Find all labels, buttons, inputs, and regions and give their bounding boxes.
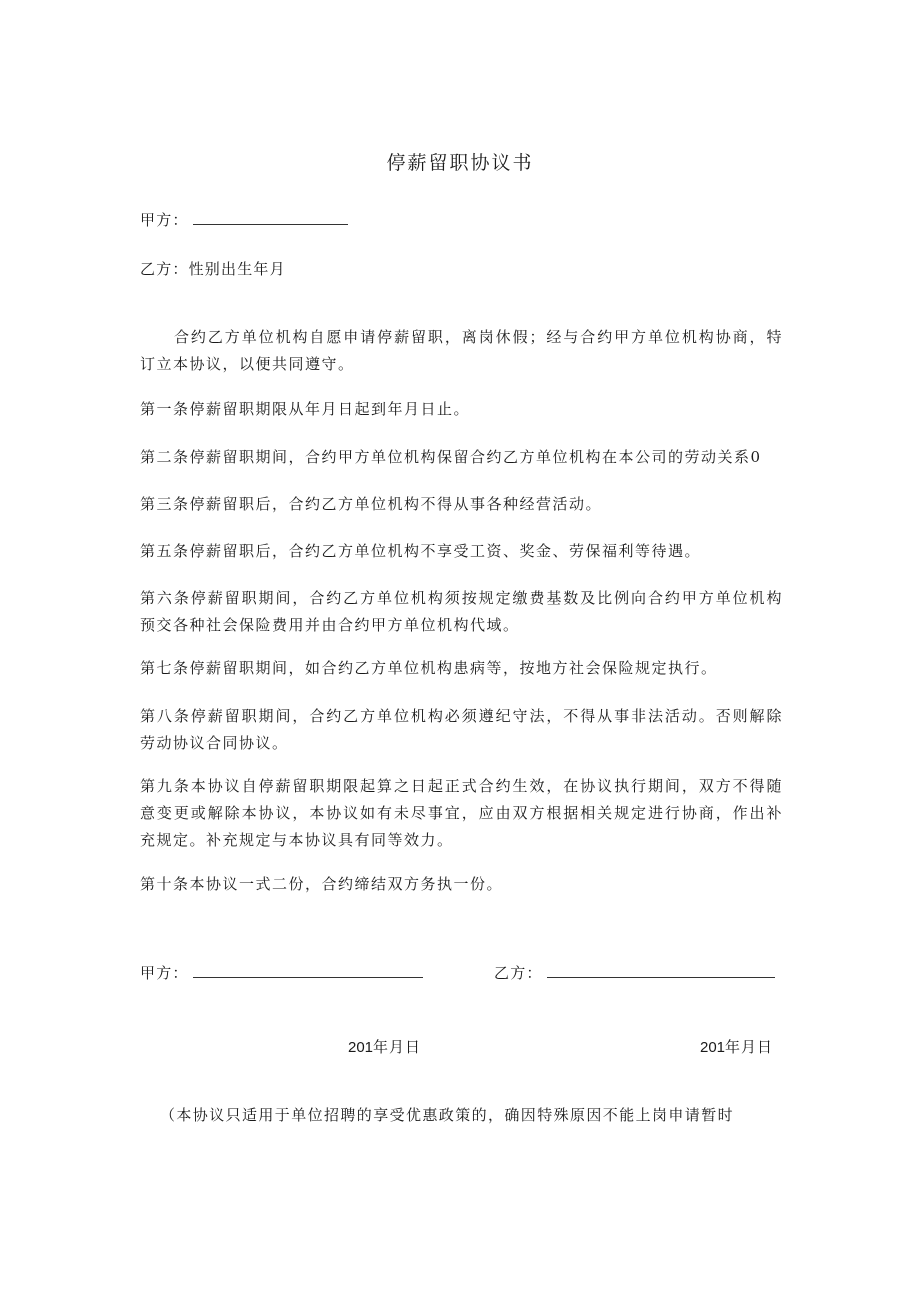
date-party-a-year: 201 bbox=[348, 1039, 374, 1056]
date-party-b-rest: 年月日 bbox=[725, 1038, 774, 1056]
signature-party-a-blank bbox=[193, 963, 423, 978]
party-b-line: 乙方：性别出生年月 bbox=[140, 260, 286, 278]
date-party-b-year: 201 bbox=[700, 1039, 726, 1056]
signature-party-b-label: 乙方： bbox=[494, 964, 543, 982]
article-5: 第五条停薪留职后，合约乙方单位机构不享受工资、奖金、劳保福利等待遇。 bbox=[140, 542, 702, 560]
party-a-blank bbox=[193, 210, 348, 225]
article-2: 第二条停薪留职期间，合约甲方单位机构保留合约乙方单位机构在本公司的劳动关系0 bbox=[140, 448, 762, 466]
signature-party-a bbox=[140, 962, 423, 983]
article-8: 第八条停薪留职期间，合约乙方单位机构必须遵纪守法，不得从事非法活动。否则解除劳动协议合同协议。 bbox=[140, 707, 783, 752]
footnote: （本协议只适用于单位招聘的享受优惠政策的，确因特殊原因不能上岗申请暂时 bbox=[160, 1106, 735, 1124]
article-1: 第一条停薪留职期限从年月日起到年月日止。 bbox=[140, 400, 471, 418]
signature-party-a-label: 甲方： bbox=[140, 964, 189, 982]
party-a-label: 甲方： bbox=[140, 211, 189, 229]
article-7: 第七条停薪留职期间，如合约乙方单位机构患病等，按地方社会保险规定执行。 bbox=[140, 659, 718, 677]
party-a-line bbox=[140, 207, 790, 233]
date-party-a-rest: 年月日 bbox=[373, 1038, 422, 1056]
article-10: 第十条本协议一式二份，合约缔结双方务执一份。 bbox=[140, 875, 504, 893]
intro-paragraph: 合约乙方单位机构自愿申请停薪留职，离岗休假；经与合约甲方单位机构协商，特订立本协议，以便共同遵守。 bbox=[140, 328, 783, 373]
article-3: 第三条停薪留职后，合约乙方单位机构不得从事各种经营活动。 bbox=[140, 495, 603, 513]
article-9: 第九条本协议自停薪留职期限起算之日起正式合约生效，在协议执行期间，双方不得随意变更或解除本协议，本协议如有未尽事宜，应由双方根据相关规定进行协商，作出补充规定。补充规定与本协议具有同等效力。 bbox=[140, 777, 783, 849]
article-6: 第六条停薪留职期间，合约乙方单位机构须按规定缴费基数及比例向合约甲方单位机构预交各种社会保险费用并由合约甲方单位机构代域。 bbox=[140, 589, 783, 634]
date-party-b bbox=[700, 1036, 773, 1057]
document-title: 停薪留职协议书 bbox=[386, 152, 534, 174]
signature-party-b-blank bbox=[547, 963, 775, 978]
signature-party-b bbox=[494, 962, 775, 983]
date-party-a bbox=[348, 1036, 421, 1057]
